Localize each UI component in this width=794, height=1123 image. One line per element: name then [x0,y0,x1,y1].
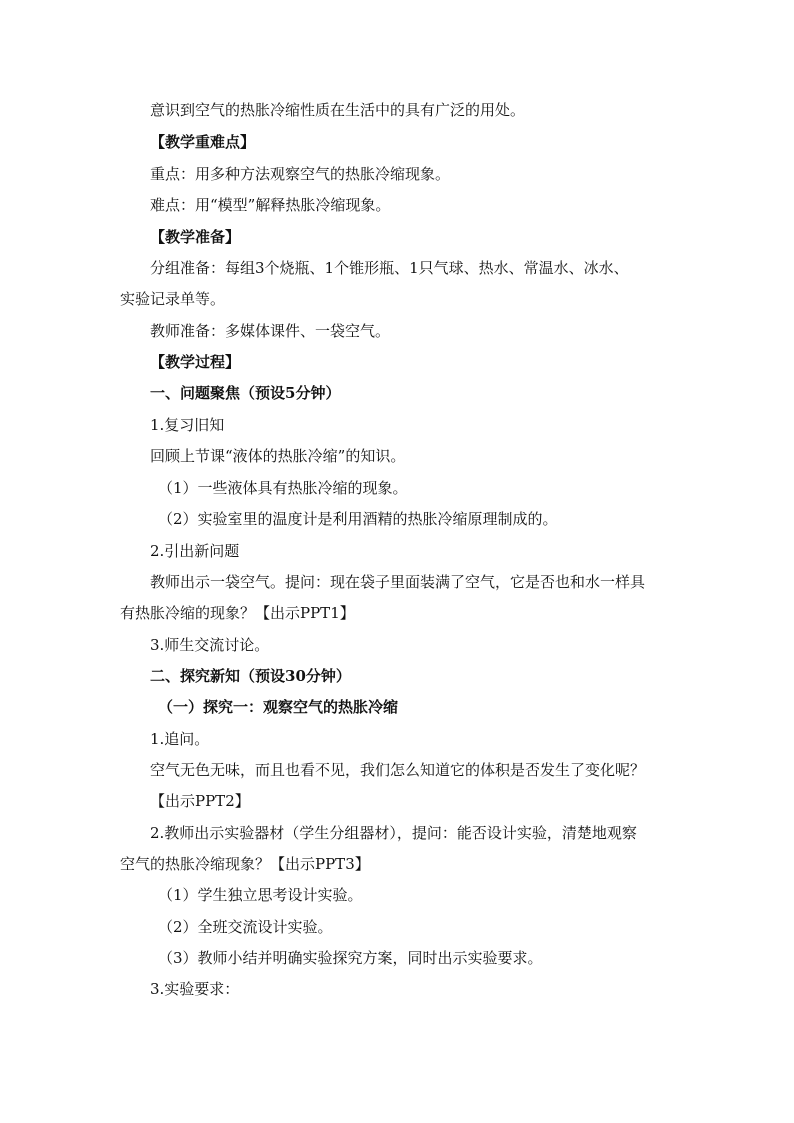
review-text: 回顾上节课“液体的热胀冷缩”的知识。 [150,447,406,465]
step-follow-up-question: 1.追问。 [150,730,210,748]
difficult-point-text: 难点：用“模型”解释热胀冷缩现象。 [150,196,391,214]
new-question-text: 教师出示一袋空气。提问：现在袋子里面装满了空气，它是否也和水一样具 [150,573,646,591]
group-preparation-text-continued: 实验记录单等。 [120,290,226,308]
review-item-2: （2）实验室里的温度计是利用酒精的热胀冷缩原理制成的。 [158,510,558,528]
step-review-old-knowledge: 1.复习旧知 [150,416,225,434]
heading-teaching-process: 【教学过程】 [150,353,241,371]
section-heading-explore-new: 二、探究新知（预设30分钟） [150,667,351,685]
heading-preparation: 【教学准备】 [150,228,241,246]
subsection-heading-explore-one: （一）探究一：观察空气的热胀冷缩 [158,698,399,716]
step-new-question: 2.引出新问题 [150,542,240,560]
heading-key-points: 【教学重难点】 [150,133,256,151]
step-discussion: 3.师生交流讨论。 [150,636,270,654]
key-point-text: 重点：用多种方法观察空气的热胀冷缩现象。 [150,165,451,183]
show-equipment-continued: 空气的热胀冷缩现象？【出示PPT3】 [120,855,370,873]
step-show-equipment: 2.教师出示实验器材（学生分组器材），提问：能否设计实验，清楚地观察 [150,824,637,842]
follow-up-question-text: 空气无色无味，而且也看不见，我们怎么知道它的体积是否发生了变化呢？ [150,761,646,779]
teacher-preparation-text: 教师准备：多媒体课件、一袋空气。 [150,322,391,340]
step-experiment-requirements: 3.实验要求： [150,980,240,998]
paragraph-intro-continuation: 意识到空气的热胀冷缩性质在生活中的具有广泛的用处。 [150,101,526,119]
new-question-text-continued: 有热胀冷缩的现象？【出示PPT1】 [120,604,355,622]
ppt2-reference: 【出示PPT2】 [150,792,250,810]
review-item-1: （1）一些液体具有热胀冷缩的现象。 [158,479,408,497]
design-item-3: （3）教师小结并明确实验探究方案，同时出示实验要求。 [158,949,543,967]
section-heading-problem-focus: 一、问题聚焦（预设5分钟） [150,384,341,402]
design-item-1: （1）学生独立思考设计实验。 [158,886,363,904]
group-preparation-text: 分组准备：每组3个烧瓶、1个锥形瓶、1只气球、热水、常温水、冰水、 [150,259,629,277]
design-item-2: （2）全班交流设计实验。 [158,918,333,936]
